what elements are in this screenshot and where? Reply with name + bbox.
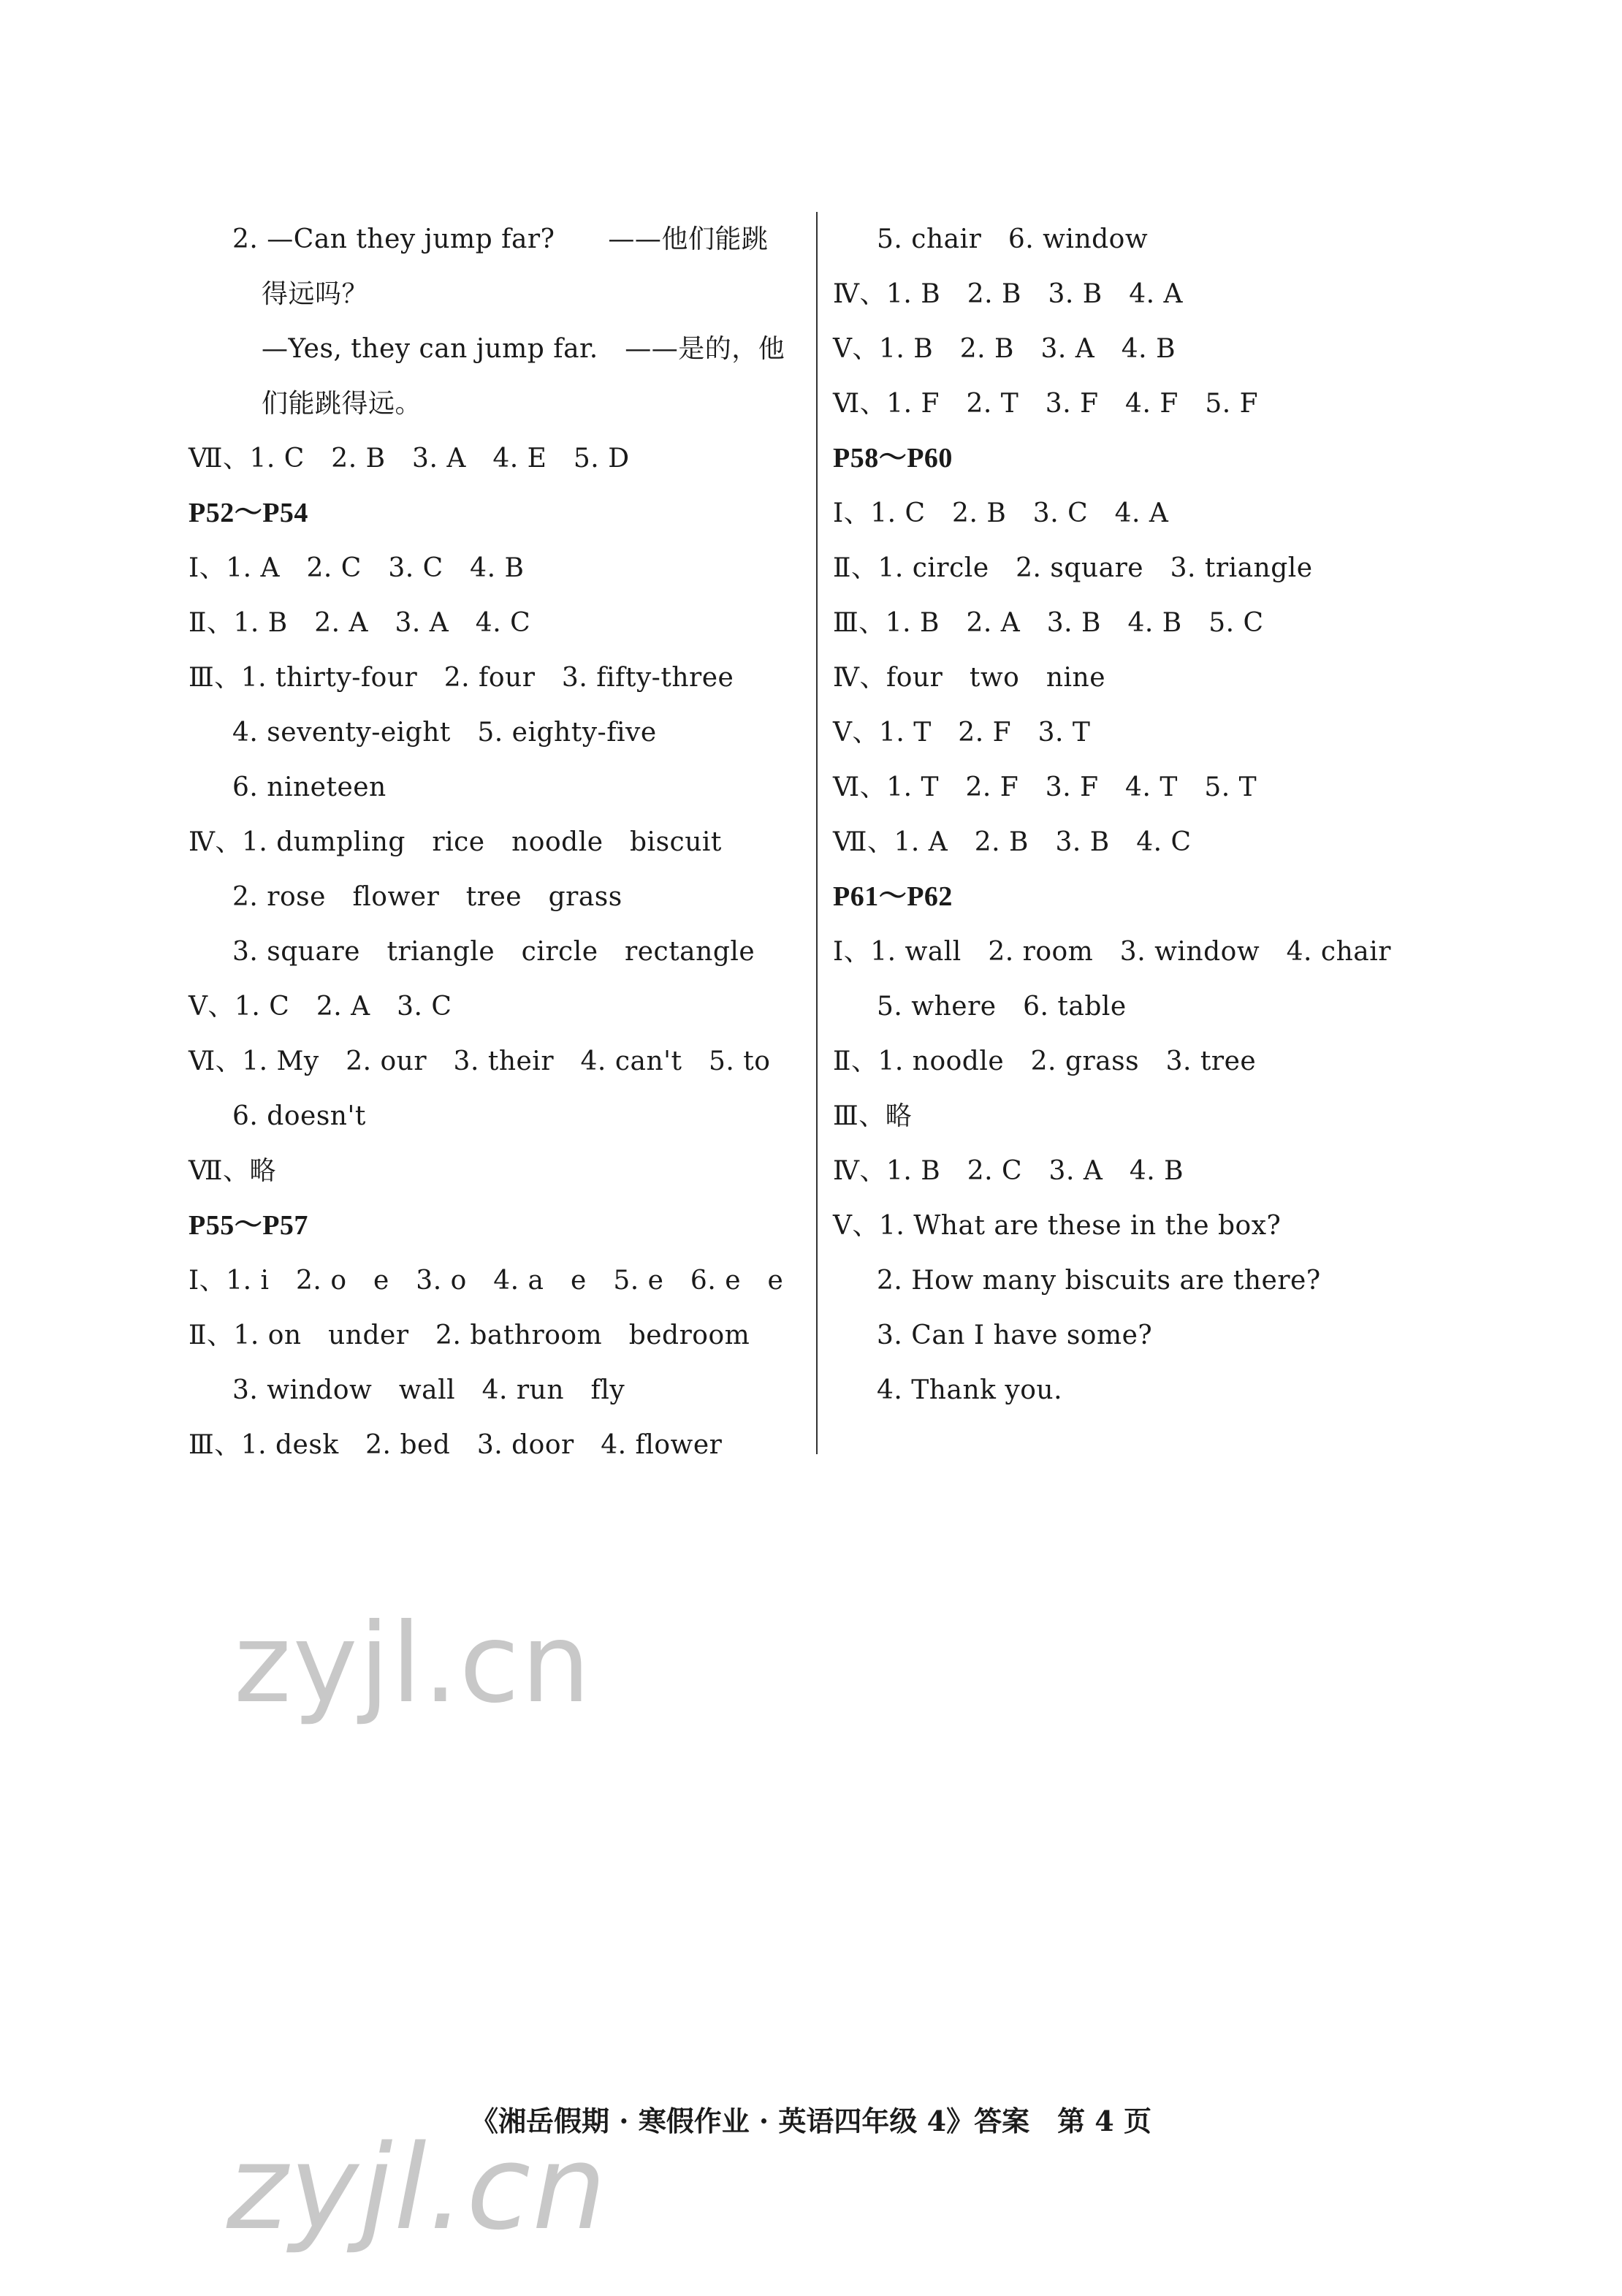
answer-line: 们能跳得远。 (262, 389, 422, 419)
answer-line: Ⅲ、1. desk 2. bed 3. door 4. flower (189, 1430, 723, 1460)
answer-line: 6. doesn't (232, 1101, 366, 1131)
watermark-bottom: zyjl.cn (226, 2119, 608, 2256)
watermark-top: zyjl.cn (234, 1600, 593, 1727)
answer-line: —Yes, they can jump far. ——是的，他 (262, 334, 785, 364)
answer-line: Ⅰ、1. i 2. o e 3. o 4. a e 5. e 6. e e (189, 1266, 784, 1296)
answer-line: 3. window wall 4. run fly (232, 1375, 625, 1405)
answer-line: 5. chair 6. window (877, 224, 1149, 254)
answer-line: Ⅱ、1. circle 2. square 3. triangle (833, 553, 1313, 583)
right-column (833, 212, 1432, 1418)
answer-line: 2. rose flower tree grass (232, 882, 622, 912)
answer-line: Ⅱ、1. B 2. A 3. A 4. C (189, 608, 531, 638)
answer-line: Ⅰ、1. wall 2. room 3. window 4. chair (833, 937, 1391, 967)
answer-line: Ⅶ、1. A 2. B 3. B 4. C (833, 827, 1192, 857)
answer-line: Ⅲ、略 (833, 1101, 913, 1131)
section-heading: P55～P57 (189, 1210, 308, 1241)
answer-line: Ⅴ、1. T 2. F 3. T (833, 718, 1091, 748)
answer-line: Ⅰ、1. A 2. C 3. C 4. B (189, 553, 525, 583)
section-heading: P58～P60 (833, 443, 953, 474)
answer-line: Ⅳ、four two nine (833, 663, 1106, 693)
answer-line: Ⅲ、1. thirty-four 2. four 3. fifty-three (189, 663, 734, 693)
section-heading: P52～P54 (189, 498, 308, 528)
answer-line: 3. Can I have some? (877, 1320, 1153, 1350)
left-column (189, 212, 810, 1472)
answer-line: Ⅵ、1. T 2. F 3. F 4. T 5. T (833, 772, 1257, 802)
answer-line: Ⅳ、1. B 2. B 3. B 4. A (833, 279, 1183, 309)
answer-line: 得远吗？ (262, 279, 369, 309)
answer-line: Ⅲ、1. B 2. A 3. B 4. B 5. C (833, 608, 1264, 638)
answer-line: 2. How many biscuits are there? (877, 1266, 1321, 1296)
answer-line: 6. nineteen (232, 772, 387, 802)
answer-line: Ⅵ、1. F 2. T 3. F 4. F 5. F (833, 389, 1259, 419)
column-divider (816, 212, 818, 1454)
answer-line: Ⅶ、略 (189, 1156, 276, 1186)
answer-line: Ⅳ、1. B 2. C 3. A 4. B (833, 1156, 1184, 1186)
answer-line: Ⅳ、1. dumpling rice noodle biscuit (189, 827, 722, 857)
answer-line: Ⅴ、1. B 2. B 3. A 4. B (833, 334, 1176, 364)
answer-line: Ⅴ、1. C 2. A 3. C (189, 992, 452, 1022)
answer-line: Ⅱ、1. noodle 2. grass 3. tree (833, 1046, 1257, 1076)
answer-line: 5. where 6. table (877, 992, 1127, 1022)
answer-line: Ⅰ、1. C 2. B 3. C 4. A (833, 498, 1169, 528)
answer-line: 2. —Can they jump far? ——他们能跳 (232, 224, 769, 254)
answer-line: Ⅵ、1. My 2. our 3. their 4. can't 5. to (189, 1046, 771, 1076)
section-heading: P61～P62 (833, 881, 953, 912)
answer-line: 4. Thank you. (877, 1375, 1063, 1405)
answer-line: 3. square triangle circle rectangle (232, 937, 755, 967)
answer-line: Ⅱ、1. on under 2. bathroom bedroom (189, 1320, 750, 1350)
answer-line: Ⅴ、1. What are these in the box? (833, 1211, 1282, 1241)
page-footer: 《湘岳假期 · 寒假作业 · 英语四年级 4》答案 第 4 页 (471, 2105, 1151, 2137)
answer-line: 4. seventy-eight 5. eighty-five (232, 718, 657, 748)
answer-line: Ⅶ、1. C 2. B 3. A 4. E 5. D (189, 444, 630, 474)
